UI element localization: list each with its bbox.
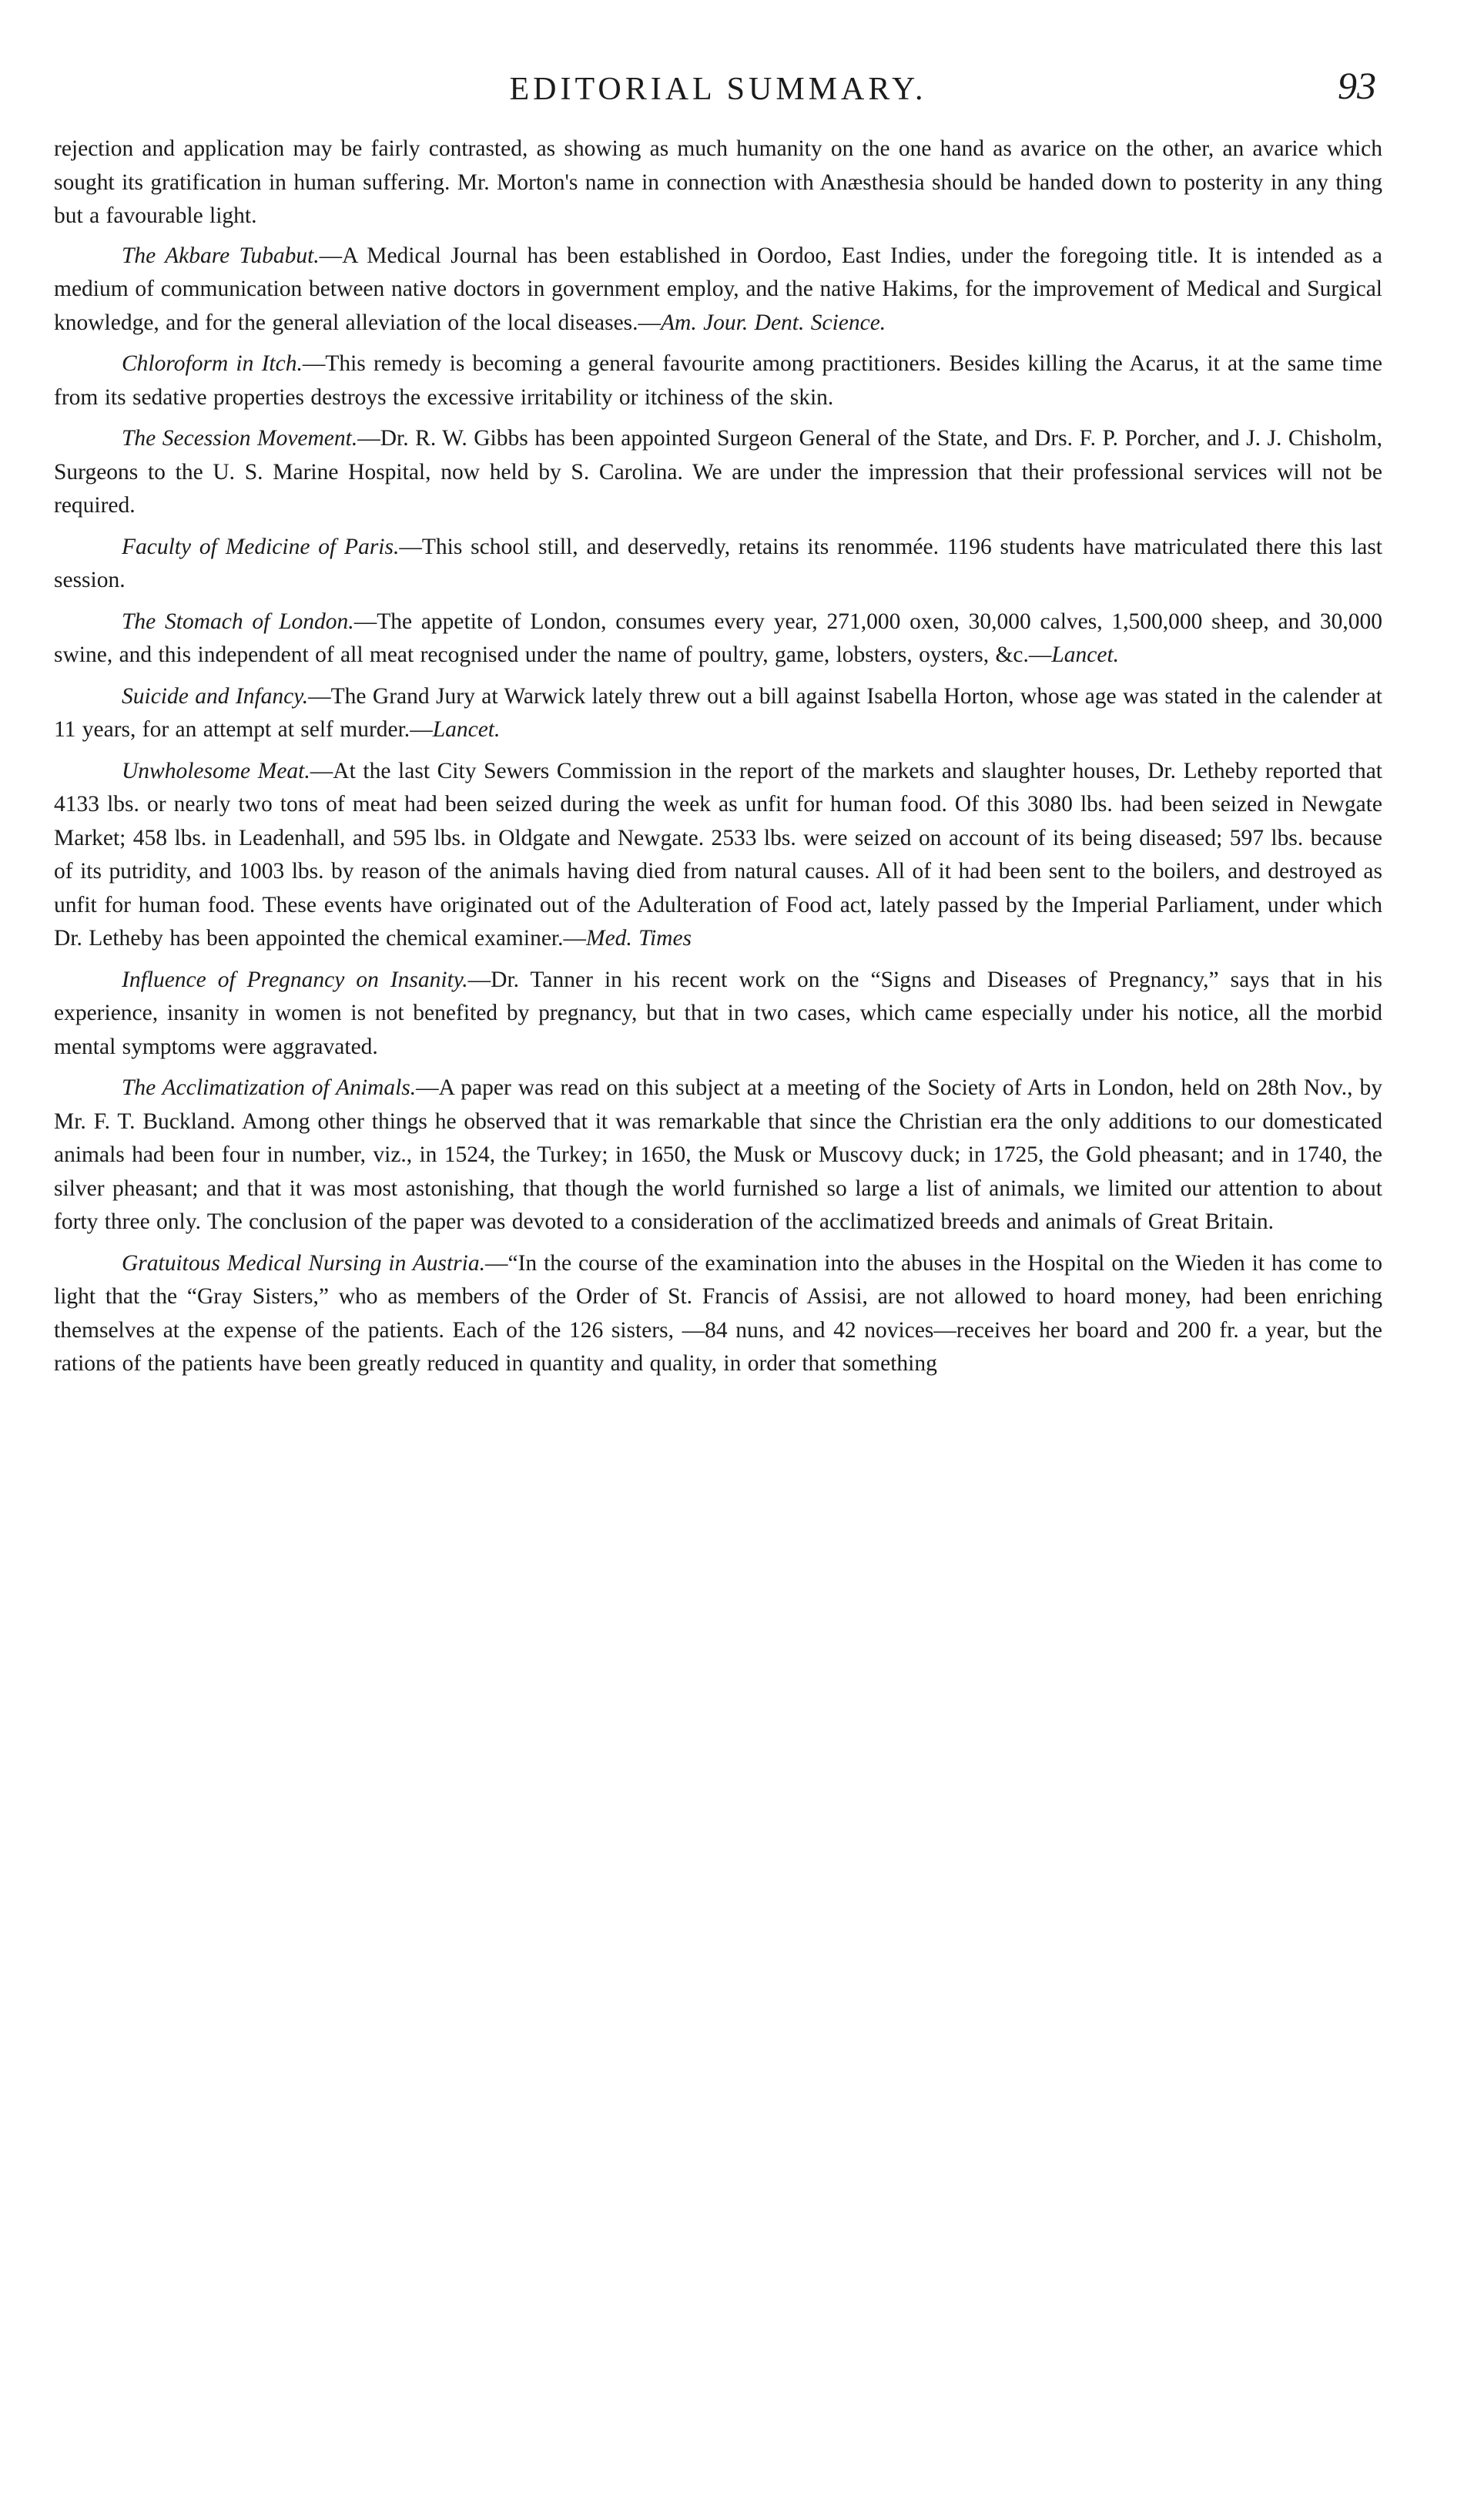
entry-text: At the last City Sewers Commission in the report of the markets and slaughter houses, Dr. Letheby reported that 4133 lbs. or nearly two tons of meat had been seized during the week as unfit for human food. Of this 3080 lbs. had been seized in Newgate Market; 458 lbs. in Leadenhall, and 595 lbs. in Oldgate and Newgate. 2533 lbs. were seized on account of its being diseased; 597 lbs. because of its putridity, and 1003 lbs. by reason of the animals having died from natural causes. All of it had been sent to the boilers, and destroyed as unfit for human food. These events have originated out of the Adulteration of Food act, lately passed by the Imperial Parliament, under which Dr. Letheby has been appointed the chemical examiner. — [54, 758, 1382, 951]
entry-text: The Grand Jury at Warwick lately threw out a bill against Isabella Horton, whose age was stated in the calender at 11 years, for an attempt at self murder. — [54, 683, 1382, 742]
editorial-entry: Faculty of Medicine of Paris.—This school still, and deservedly, retains its renommée. 1196 students have matriculated there this last session. — [54, 534, 1383, 592]
running-head — [54, 54, 1382, 116]
page-number: 93 — [1338, 64, 1376, 107]
entry-text: This remedy is becoming a general favourite among practitioners. Besides killing the Acarus, it at the same time from its sedative properties destroys the excessive irritability or itchiness of the skin. — [54, 351, 1382, 410]
entry-title: Chloroform in Itch. — [122, 351, 303, 376]
editorial-entry: Unwholesome Meat.—At the last City Sewers Commission in the report of the markets and slaughter houses, Dr. Letheby reported that 4133 lbs. or nearly two tons of meat had been seized during the week as unfit for human food. Of this 3080 lbs. had been seized in Newgate Market; 458 lbs. in Leadenhall, and 595 lbs. in Oldgate and Newgate. 2533 lbs. were seized on account of its being diseased; 597 lbs. because of its putridity, and 1003 lbs. by reason of the animals having died from natural causes. All of it had been sent to the boilers, and destroyed as unfit for human food. These events have originated out of the Adulteration of Food act, lately passed by the Imperial Parliament, under which Dr. Letheby has been appointed the chemical examiner.—Med. Times — [54, 758, 1382, 951]
body-text — [54, 132, 1382, 1381]
entry-title: The Stomach of London. — [122, 609, 354, 634]
entries-list — [54, 240, 1382, 1381]
editorial-entry: Influence of Pregnancy on Insanity.—Dr. Tanner in his recent work on the “Signs and Diseases of Pregnancy,” says that in his experience, insanity in women is not benefited by pregnancy, but that in two cases, which came especially under his notice, all the morbid mental symptoms were aggravated. — [54, 967, 1382, 1059]
entry-text: The appetite of London, consumes every year, 271,000 oxen, 30,000 calves, 1,500,000 sheep, and 30,000 swine, and this independent of all meat recognised under the name of poultry, game, lobsters, oysters, &c. — [54, 609, 1382, 667]
entry-title: The Secession Movement. — [122, 426, 358, 451]
entry-title: Faculty of Medicine of Paris. — [122, 534, 400, 559]
entry-title: Unwholesome Meat. — [122, 758, 310, 783]
entry-text: “In the course of the examination into the abuses in the Hospital on the Wieden it has come to light that the “Gray Sisters,” who as members of the Order of St. Francis of Assisi, are not allowed to hoard money, had been enriching themselves at the expense of the patients. Each of the 126 sisters, —84 nuns, and 42 novices—receives her board and 200 fr. a year, but the rations of the patients have been greatly reduced in quantity and quality, in order that something — [54, 1250, 1382, 1376]
continuation-paragraph: rejection and application may be fairly contrasted, as showing as much humanity on the one hand as avarice on the other, an avarice which sought its gratification in human suffering. Mr. Morton's name in connection with Anæsthesia should be handed down to posterity in any thing but a favourable light. — [54, 136, 1382, 228]
editorial-entry: Suicide and Infancy.—The Grand Jury at Warwick lately threw out a bill against Isabella Horton, whose age was stated in the calender at 11 years, for an attempt at self murder.—Lancet. — [54, 683, 1382, 742]
entry-source: Lancet. — [432, 717, 501, 742]
editorial-entry: The Akbare Tubabut.—A Medical Journal has been established in Oordoo, East Indies, under the foregoing title. It is intended as a medium of communication between native doctors in government employ, and the native Hakims, for the improvement of Medical and Surgical knowledge, and for the general alleviation of the local diseases.—Am. Jour. Dent. Science. — [54, 243, 1382, 335]
entry-title: Suicide and Infancy. — [122, 683, 309, 709]
editorial-entry: The Acclimatization of Animals.—A paper was read on this subject at a meeting of the Society of Arts in London, held on 28th Nov., by Mr. F. T. Buckland. Among other things he observed that it was remarkable that since the Christian era the only additions to our domesticated animals had been four in number, viz., in 1524, the Turkey; in 1650, the Musk or Muscovy duck; in 1725, the Gold pheasant; and in 1740, the silver pheasant; and that it was most astonishing, that though the world furnished so large a list of animals, we limited our attention to about forty three only. The conclusion of the paper was devoted to a consideration of the acclimatized breeds and animals of Great Britain. — [54, 1075, 1382, 1234]
running-title: EDITORIAL SUMMARY. — [509, 72, 927, 107]
entry-title: Influence of Pregnancy on Insanity. — [122, 967, 468, 992]
editorial-entry: The Stomach of London.—The appetite of London, consumes every year, 271,000 oxen, 30,000 calves, 1,500,000 sheep, and 30,000 swine, and this independent of all meat recognised under the name of poultry, game, lobsters, oysters, &c.—Lancet. — [54, 609, 1382, 667]
document-page — [54, 54, 1382, 2457]
entry-title: The Acclimatization of Animals. — [122, 1075, 417, 1100]
entry-text: Dr. Tanner in his recent work on the “Signs and Diseases of Pregnancy,” says that in his experience, insanity in women is not benefited by pregnancy, but that in two cases, which came especially under his notice, all the morbid mental symptoms were aggravated. — [54, 967, 1382, 1059]
editorial-entry: Chloroform in Itch.—This remedy is becoming a general favourite among practitioners. Besides killing the Acarus, it at the same time from its sedative properties destroys the excessive irritability or itchiness of the skin. — [54, 351, 1382, 410]
entry-source: Am. Jour. Dent. Science. — [661, 310, 886, 335]
entry-source: Med. Times — [586, 926, 692, 951]
entry-title: The Akbare Tubabut. — [122, 243, 320, 268]
entry-source: Lancet. — [1051, 642, 1120, 667]
entry-text: A paper was read on this subject at a meeting of the Society of Arts in London, held on 28th Nov., by Mr. F. T. Buckland. Among other things he observed that it was remarkable that since the Christian era the only additions to our domesticated animals had been four in number, viz., in 1524, the Turkey; in 1650, the Musk or Muscovy duck; in 1725, the Gold pheasant; and in 1740, the silver pheasant; and that it was most astonishing, that though the world furnished so large a list of animals, we limited our attention to about forty three only. The conclusion of the paper was devoted to a consideration of the acclimatized breeds and animals of Great Britain. — [54, 1075, 1382, 1234]
editorial-entry: The Secession Movement.—Dr. R. W. Gibbs has been appointed Surgeon General of the State, and Drs. F. P. Porcher, and J. J. Chisholm, Surgeons to the U. S. Marine Hospital, now held by S. Carolina. We are under the impression that their professional services will not be required. — [54, 426, 1382, 518]
entry-title: Gratuitous Medical Nursing in Austria. — [122, 1250, 485, 1276]
entry-text: Dr. R. W. Gibbs has been appointed Surgeon General of the State, and Drs. F. P. Porcher, and J. J. Chisholm, Surgeons to the U. S. Marine Hospital, now held by S. Carolina. We are under the impression that their professional services will not be required. — [54, 426, 1382, 518]
entry-text: A Medical Journal has been established in Oordoo, East Indies, under the foregoing title. It is intended as a medium of communication between native doctors in government employ, and the native Hakims, for the improvement of Medical and Surgical knowledge, and for the general alleviation of the local diseases. — [54, 243, 1382, 335]
editorial-entry: Gratuitous Medical Nursing in Austria.—“In the course of the examination into the abuses in the Hospital on the Wieden it has come to light that the “Gray Sisters,” who as members of the Order of St. Francis of Assisi, are not allowed to hoard money, had been enriching themselves at the expense of the patients. Each of the 126 sisters, —84 nuns, and 42 novices—receives her board and 200 fr. a year, but the rations of the patients have been greatly reduced in quantity and quality, in order that something — [54, 1250, 1382, 1376]
entry-text: This school still, and deservedly, retains its renommée. 1196 students have matriculated there this last session. — [54, 534, 1383, 592]
